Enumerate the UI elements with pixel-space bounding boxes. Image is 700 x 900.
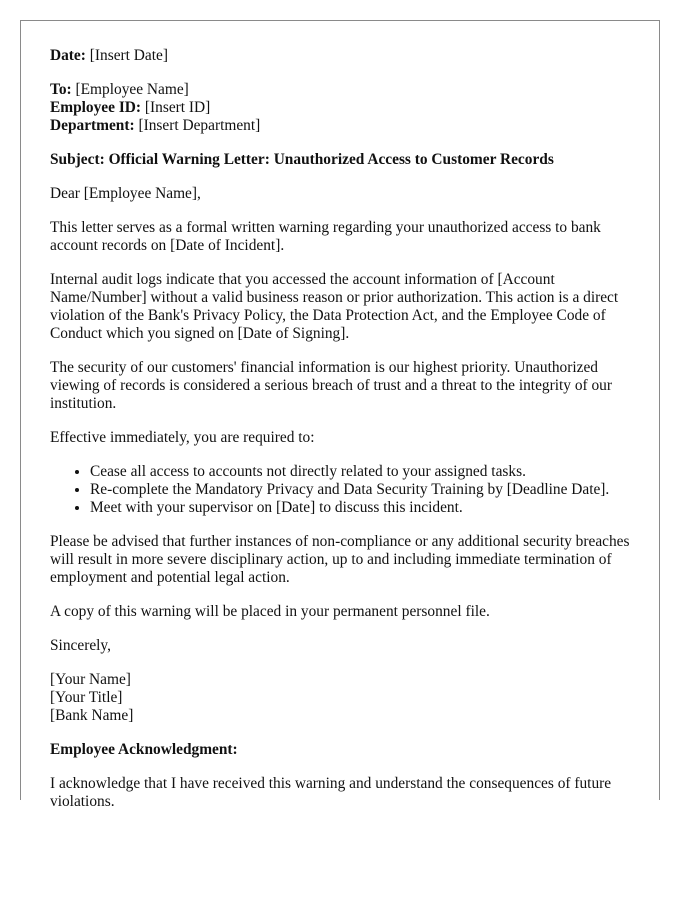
- department-label: Department:: [50, 117, 135, 134]
- subject-text: Subject: Official Warning Letter: Unauthorized Access to Customer Records: [50, 151, 554, 168]
- to-value: [Employee Name]: [71, 81, 189, 98]
- paragraph-consequences: Please be advised that further instances of non-compliance or any additional security breaches will result in more severe disciplinary action, up to and including immediate termination of employment and potential legal action.: [50, 533, 630, 586]
- recipient-block: [50, 81, 631, 135]
- paragraph-security-priority: The security of our customers' financial information is our highest priority. Unauthorized viewing of records is considered a serious breach of trust and a threat to the integrity of our institution.: [50, 359, 613, 412]
- department-value: [Insert Department]: [134, 117, 261, 134]
- list-item: • Re-complete the Mandatory Privacy and Data Security Training by [Deadline Date].: [90, 481, 631, 499]
- signer-title: [Your Title]: [50, 689, 123, 706]
- date-label: Date:: [50, 47, 86, 64]
- list-item: • Meet with your supervisor on [Date] to discuss this incident.: [90, 499, 631, 517]
- signature-block: [50, 671, 631, 725]
- to-label: To:: [50, 81, 72, 98]
- signer-name: [Your Name]: [50, 671, 131, 688]
- paragraph-personnel-file: A copy of this warning will be placed in your permanent personnel file.: [50, 603, 490, 620]
- list-item: • Cease all access to accounts not directly related to your assigned tasks.: [90, 463, 631, 481]
- paragraph-requirements-intro: Effective immediately, you are required to:: [50, 429, 315, 446]
- letter-date: [50, 47, 631, 65]
- employee-id-value: [Insert ID]: [141, 99, 211, 116]
- letter-body: [21, 21, 659, 811]
- acknowledgment-heading: [50, 741, 631, 759]
- sign-off: Sincerely,: [50, 637, 111, 654]
- salutation: Dear [Employee Name],: [50, 185, 201, 202]
- acknowledgment-text: I acknowledge that I have received this warning and understand the consequences of future violations.: [50, 775, 612, 810]
- subject-line: [50, 151, 631, 169]
- paragraph-warning: This letter serves as a formal written warning regarding your unauthorized access to bank account records on [Date of Incident].: [50, 219, 601, 254]
- letter-page: [20, 20, 660, 810]
- date-value: [Insert Date]: [85, 47, 168, 64]
- employee-id-label: Employee ID:: [50, 99, 142, 116]
- acknowledgment-heading-text: Employee Acknowledgment:: [50, 741, 238, 758]
- signer-bank: [Bank Name]: [50, 707, 134, 724]
- recipient-line: [50, 81, 631, 99]
- requirements-list: [50, 463, 631, 517]
- employee-id-line: [50, 99, 631, 117]
- department-line: [50, 117, 631, 135]
- paragraph-audit-findings: Internal audit logs indicate that you accessed the account information of [Account Name/Number] without a valid business reason or prior authorization. This action is a direct violation of the Bank's Privacy Policy, the Data Protection Act, and the Employee Code of Conduct which you signed on [Date of Signing].: [50, 271, 619, 342]
